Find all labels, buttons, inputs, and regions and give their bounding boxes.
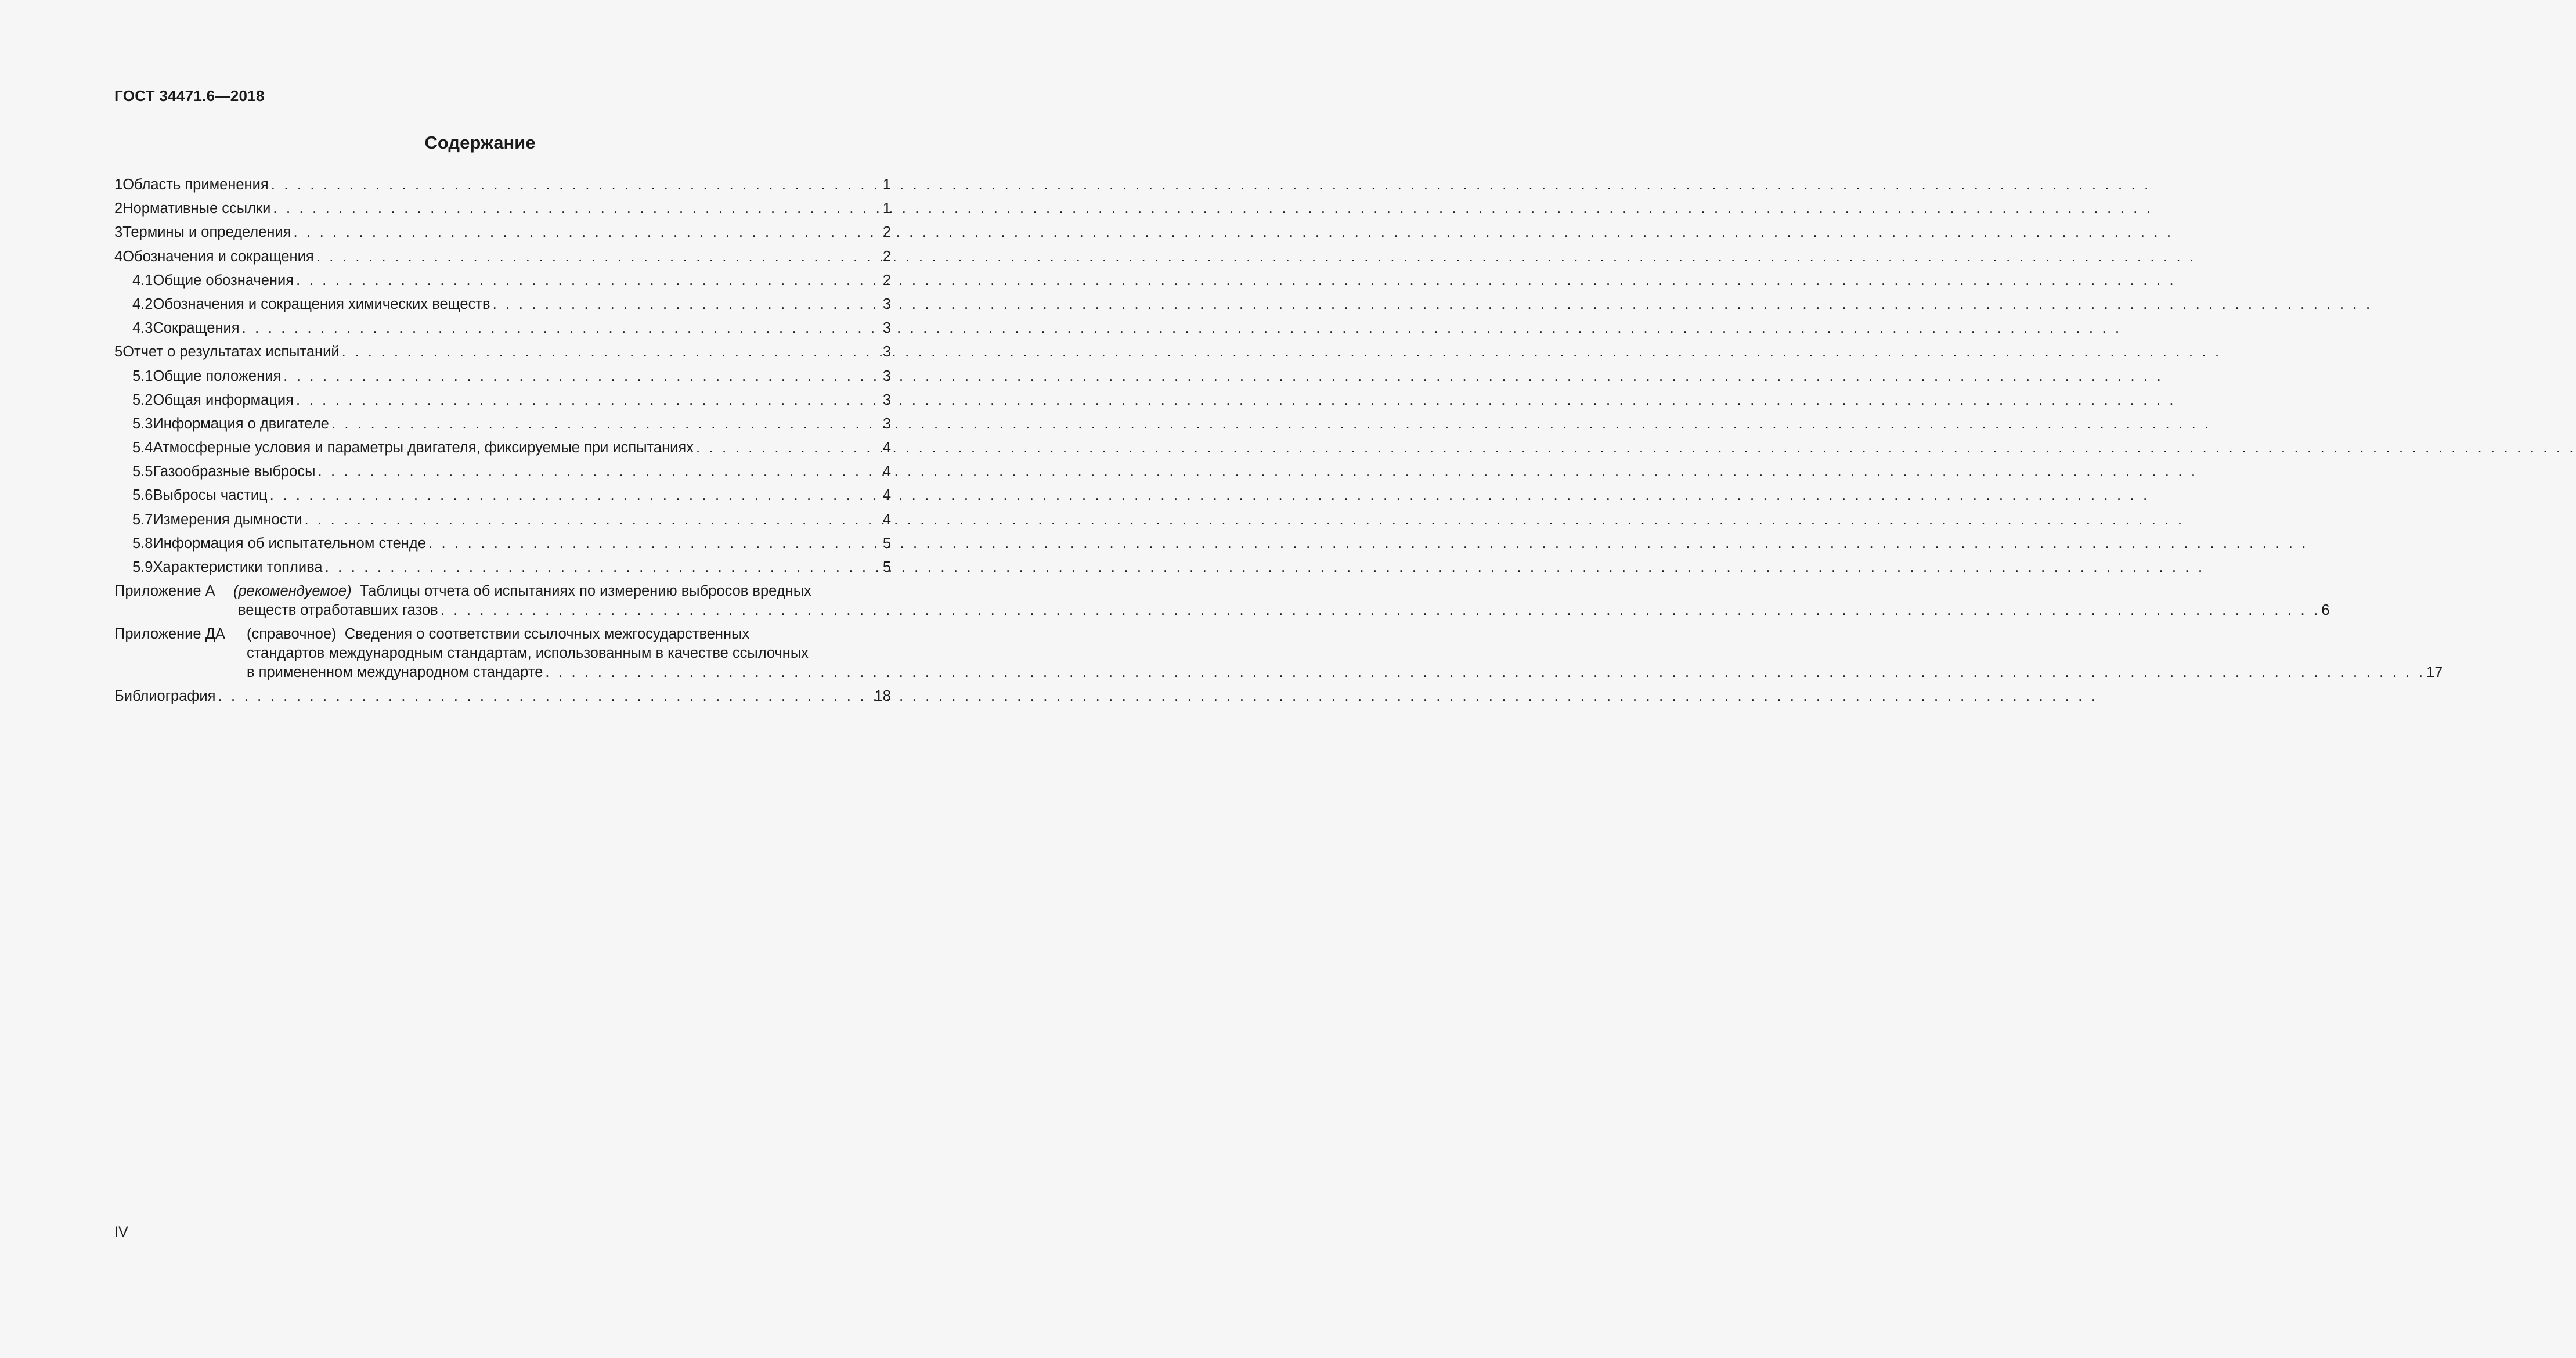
toc-leader-dots — [271, 173, 882, 197]
toc-leader-dots — [242, 316, 882, 340]
toc-entry-label: Информация о двигателе — [153, 415, 329, 432]
toc-leader-dots — [296, 269, 882, 293]
toc-entry-number: 5.9 — [132, 559, 153, 575]
toc-entry-number: 4.1 — [132, 272, 153, 289]
toc-leader-dots — [545, 663, 2425, 682]
toc-entry-page: 3 — [882, 344, 891, 361]
toc-subentry[interactable] — [114, 293, 891, 316]
appendix-da-title-end: в примененном международном стандарте — [247, 664, 543, 681]
toc-entry-page: 3 — [882, 368, 891, 384]
toc-entry-label: Общие обозначения — [153, 272, 294, 289]
toc-entry[interactable] — [114, 221, 891, 244]
toc-entry-number: 5.8 — [132, 535, 153, 552]
toc-leader-dots — [270, 484, 882, 507]
page-number: IV — [114, 1224, 128, 1240]
appendix-da-title-cont: стандартов международным стандартам, использованным в качестве ссылочных — [247, 645, 809, 662]
toc-entry-page: 5 — [882, 535, 891, 552]
toc-entry-page: 5 — [882, 559, 891, 575]
appendix-da-page: 17 — [2426, 664, 2443, 681]
toc-entry-page: 4 — [882, 487, 891, 504]
toc-entry-number: 5.3 — [132, 415, 153, 432]
toc-entry-page: 3 — [882, 320, 891, 337]
toc-entry-page: 3 — [882, 415, 891, 432]
appendix-a-last-line — [238, 601, 2330, 620]
appendix-da-last-line — [247, 663, 2443, 682]
toc-entry[interactable] — [114, 340, 891, 364]
toc-bibliography[interactable] — [114, 685, 891, 708]
toc-leader-dots — [316, 245, 882, 269]
toc-entry-label: Газообразные выбросы — [153, 463, 316, 480]
appendix-da-title-line — [114, 625, 2443, 644]
appendix-da-heading: Приложение ДА — [114, 626, 225, 643]
toc-leader-dots — [342, 340, 882, 364]
toc-leader-dots — [696, 436, 882, 460]
toc-leader-dots — [294, 221, 882, 244]
toc-entry-label: Атмосферные условия и параметры двигателя, фиксируемые при испытаниях — [153, 440, 694, 456]
toc-subentry[interactable] — [114, 269, 891, 293]
toc-leader-dots — [441, 601, 2321, 620]
toc-entry-number: 4 — [114, 248, 123, 265]
toc-leader-dots — [428, 532, 882, 556]
appendix-a-heading: Приложение А — [114, 583, 215, 600]
toc-entry-page: 1 — [882, 200, 891, 217]
toc-entry-page: 2 — [882, 272, 891, 289]
toc-leader-dots — [325, 556, 882, 579]
toc-entry-page: 4 — [882, 511, 891, 528]
toc-entry-number: 5 — [114, 344, 123, 361]
toc-entry-page: 3 — [882, 391, 891, 408]
toc-entry-page: 2 — [882, 248, 891, 265]
toc-leader-dots — [283, 365, 882, 388]
toc-subentry[interactable] — [114, 388, 891, 412]
toc-entry-label: Обозначения и сокращения химических веществ — [153, 296, 490, 312]
toc-entry-label: Измерения дымности — [153, 511, 302, 528]
toc-entry-number: 2 — [114, 200, 123, 217]
toc-entry[interactable] — [114, 197, 891, 221]
appendix-a-title-line — [114, 582, 2330, 601]
toc-subentry[interactable] — [114, 484, 891, 507]
toc-entry-label: Общие положения — [153, 368, 282, 384]
toc-entry-label: Характеристики топлива — [153, 559, 323, 575]
toc-leader-dots — [304, 508, 881, 532]
toc-subentry[interactable] — [114, 508, 891, 532]
toc-entry-label: Сокращения — [153, 320, 240, 337]
toc-entry-number: 5.7 — [132, 511, 153, 528]
appendix-a-page: 6 — [2321, 602, 2330, 619]
toc-leader-dots — [218, 685, 873, 708]
toc-entry-label: Общая информация — [153, 391, 294, 408]
toc-entry-label: Область применения — [122, 176, 269, 193]
toc-subentry[interactable] — [114, 436, 891, 460]
toc-entry-number: 5.6 — [132, 487, 153, 504]
appendix-a-title: Таблицы отчета об испытаниях по измерению выбросов вредных — [359, 583, 811, 600]
toc-entry-label: Выбросы частиц — [153, 487, 268, 504]
toc-entry-number: 5.4 — [132, 440, 153, 456]
toc-entry-label: Нормативные ссылки — [122, 200, 271, 217]
toc-leader-dots — [273, 197, 881, 221]
toc-subentry[interactable] — [114, 365, 891, 388]
toc-entry-number: 5.1 — [132, 368, 153, 384]
toc-entry-page: 2 — [882, 224, 891, 241]
appendix-da-status: (справочное) — [247, 626, 337, 643]
bibliography-label: Библиография — [114, 688, 216, 705]
toc-entry[interactable] — [114, 173, 891, 197]
toc-title: Содержание — [424, 132, 536, 153]
toc-entry-label: Информация об испытательном стенде — [153, 535, 426, 552]
toc-entry-page: 1 — [882, 176, 891, 193]
toc-entry-number: 4.2 — [132, 296, 153, 312]
document-code: ГОСТ 34471.6—2018 — [114, 87, 265, 105]
toc-leader-dots — [493, 293, 882, 316]
toc-leader-dots — [296, 388, 882, 412]
toc-entry-page: 4 — [882, 463, 891, 480]
appendix-da-title: Сведения о соответствии ссылочных межгосударственных — [344, 626, 750, 643]
toc-entry-number: 3 — [114, 224, 123, 241]
toc-entry-label: Отчет о результатах испытаний — [122, 344, 340, 361]
toc-subentry[interactable] — [114, 412, 891, 436]
toc-subentry[interactable] — [114, 316, 891, 340]
toc-entry-label: Обозначения и сокращения — [122, 248, 314, 265]
toc-subentry[interactable] — [114, 556, 891, 579]
toc-leader-dots — [331, 412, 882, 436]
toc-leader-dots — [318, 460, 881, 484]
toc-entry-number: 5.5 — [132, 463, 153, 480]
toc-subentry[interactable] — [114, 460, 891, 484]
toc-entry-page: 4 — [882, 440, 891, 456]
toc-entry-number: 5.2 — [132, 391, 153, 408]
toc-entry-number: 4.3 — [132, 320, 153, 337]
toc-appendix-a[interactable] — [114, 579, 2330, 622]
bibliography-page: 18 — [874, 688, 891, 705]
appendix-a-status: (рекомендуемое) — [233, 583, 352, 600]
toc-subentry[interactable] — [114, 532, 891, 556]
toc-entry-label: Термины и определения — [122, 224, 291, 241]
toc-appendix-da[interactable] — [114, 622, 2443, 685]
toc-entry-number: 1 — [114, 176, 123, 193]
table-of-contents — [114, 173, 2443, 708]
toc-entry[interactable] — [114, 245, 891, 269]
toc-entry-page: 3 — [882, 296, 891, 312]
appendix-a-title-cont: веществ отработавших газов — [238, 602, 438, 619]
